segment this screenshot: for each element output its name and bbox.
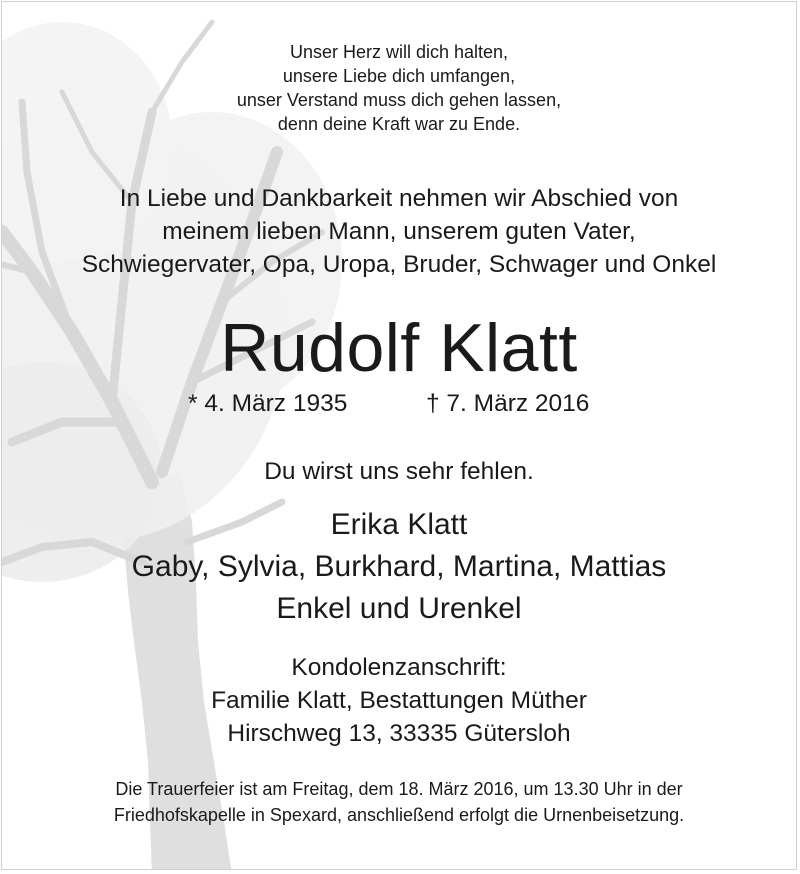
deceased-name: Rudolf Klatt <box>220 310 578 386</box>
poem-line: unser Verstand muss dich gehen lassen, <box>236 90 562 110</box>
intro-line: meinem lieben Mann, unserem guten Vater, <box>162 218 636 245</box>
poem-line: denn deine Kraft war zu Ende. <box>277 114 521 134</box>
farewell-text: Du wirst uns sehr fehlen. <box>264 458 534 485</box>
family-line: Erika Klatt <box>330 508 468 541</box>
condolence-line: Hirschweg 13, 33335 Gütersloh <box>227 720 571 747</box>
intro-line: In Liebe und Dankbarkeit nehmen wir Abschied von <box>119 185 679 212</box>
funeral-line: Friedhofskapelle in Spexard, anschließend erfolgt die Urnenbeisetzung. <box>113 805 685 825</box>
intro-line: Schwiegervater, Opa, Uropa, Bruder, Schwager und Onkel <box>81 251 717 278</box>
death-date: † 7. März 2016 <box>426 390 590 417</box>
family-line: Gaby, Sylvia, Burkhard, Martina, Mattias <box>131 550 667 583</box>
poem-line: unsere Liebe dich umfangen, <box>282 66 516 86</box>
obituary-notice <box>1 1 797 870</box>
life-dates <box>2 390 796 418</box>
poem-line: Unser Herz will dich halten, <box>289 42 509 62</box>
family-line: Enkel und Urenkel <box>276 592 522 625</box>
funeral-line: Die Trauerfeier ist am Freitag, dem 18. März 2016, um 13.30 Uhr in der <box>115 779 683 799</box>
condolence-line: Kondolenzanschrift: <box>291 654 507 681</box>
birth-date: * 4. März 1935 <box>188 390 348 417</box>
condolence-line: Familie Klatt, Bestattungen Müther <box>211 687 587 714</box>
